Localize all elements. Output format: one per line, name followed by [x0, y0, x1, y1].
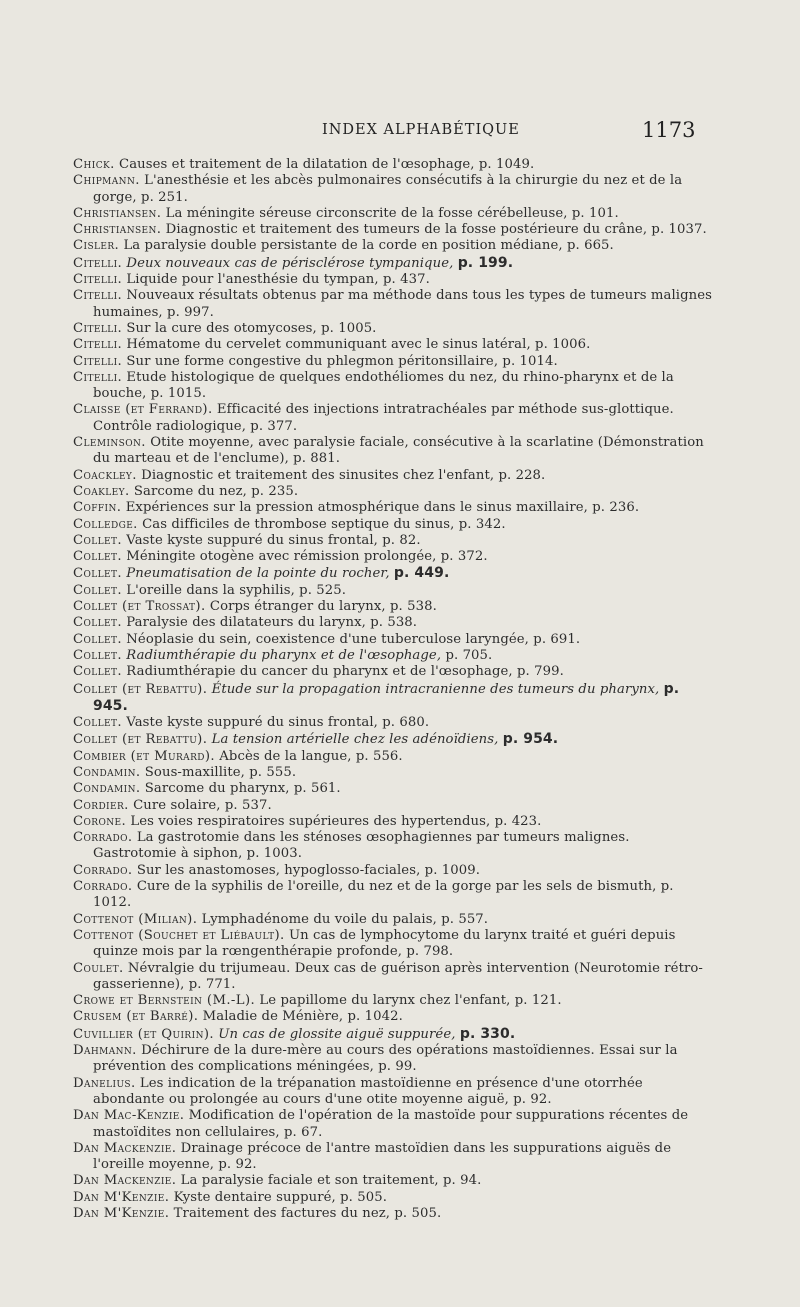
entry-page: p. 92. [218, 1157, 257, 1173]
entry-title: Cas difficiles de thrombose septique du sinus, [142, 516, 455, 532]
entry-author: Collet. [73, 715, 122, 731]
entry-page: p. 199. [457, 254, 514, 271]
entry-page: p. 997. [167, 304, 214, 320]
entry-page: p. 1014. [502, 353, 558, 369]
entry-title: Sur la cure des otomycoses, [126, 320, 317, 336]
entry-page: p. 537. [224, 797, 272, 813]
index-entry [73, 1043, 713, 1076]
entry-title: Etude histologique de quelques endothéliomes du nez, du rhino-pharynx et de la bouche, [93, 369, 674, 402]
entry-author: Cottenot (Souchet et Liébault). [73, 927, 285, 943]
entry-author: Dan M'Kenzie. [73, 1206, 170, 1221]
index-entry [73, 583, 713, 599]
entry-page: p. 561. [293, 781, 341, 797]
entry-page: p. 1037. [651, 222, 707, 238]
entry-title: Un cas de lymphocytome du larynx traité et guéri depuis quinze mois par la rœngenthérapie profonde, [93, 927, 676, 960]
entry-page: p. 372. [440, 549, 488, 565]
entry-title: Radiumthérapie du cancer du pharynx et de l'œsophage, [126, 664, 513, 680]
entry-author: Collet. [73, 647, 122, 663]
entry-page: p. 555. [249, 764, 297, 780]
entry-page: p. 1012. [93, 879, 674, 911]
index-entry [73, 565, 713, 582]
index-entry [73, 961, 713, 994]
entry-author: Chick. [73, 157, 115, 172]
entry-author: Crowe et Bernstein (M.-L). [73, 993, 256, 1009]
index-entry [73, 1206, 713, 1222]
index-entry [73, 993, 713, 1009]
entry-title: Maladie de Ménière, [202, 1009, 344, 1025]
index-entry [73, 781, 713, 797]
entry-author: Citelli. [73, 369, 123, 385]
entry-author: Cisler. [73, 238, 120, 254]
entry-title: L'anesthésie et les abcès pulmonaires consécutifs à la chirurgie du nez et de la gorge, [93, 173, 683, 205]
index-entry [73, 468, 713, 484]
index-entry [73, 1141, 713, 1174]
entry-author: Chipmann. [73, 173, 140, 189]
entry-title: Abcès de la langue, [219, 748, 352, 764]
entry-page: p. 228. [498, 467, 546, 483]
entry-author: Coackley. [73, 467, 137, 483]
entry-title: Modification de l'opération de la mastoïde pour suppurations récentes de mastoïdites non cellulaires, [93, 1108, 689, 1140]
entry-title: Cure solaire, [133, 797, 221, 813]
entry-author: Collet (et Trossat). [73, 599, 206, 615]
entry-author: Citelli. [73, 320, 123, 336]
index-entry [73, 830, 713, 863]
entry-title: Expériences sur la pression atmosphérique dans le sinus maxillaire, [125, 500, 588, 516]
entry-author: Danelius. [73, 1075, 136, 1091]
entry-title: Vaste kyste suppuré du sinus frontal, [126, 715, 378, 731]
index-entry [73, 255, 713, 272]
entry-title: Drainage précoce de l'antre mastoïdien dans les suppurations aiguës de l'oreille moyenne, [93, 1140, 672, 1173]
index-entry [73, 615, 713, 631]
entry-title: Les indication de la trépanation mastoïdienne en présence d'une otorrhée abondante ou prolongée au cours d'une otite moyenne aiguë, [93, 1075, 643, 1107]
index-entry [73, 798, 713, 814]
entry-author: Citelli. [73, 353, 123, 369]
entry-page: p. 235. [251, 483, 299, 499]
running-title: INDEX ALPHABÉTIQUE [322, 122, 520, 138]
entry-title: Néoplasie du sein, coexistence d'une tuberculose laryngée, [126, 631, 529, 647]
index-entry [73, 484, 713, 500]
entry-author: Colledge. [73, 516, 138, 532]
entry-page: p. 525. [299, 582, 347, 598]
index-entry [73, 912, 713, 928]
entry-author: Combier (et Murard). [73, 748, 215, 764]
entry-page: p. 945. [93, 680, 680, 714]
entry-title: Un cas de glossite aiguë suppurée, [218, 1026, 456, 1042]
index-entry [73, 681, 713, 716]
index-entry [73, 1009, 713, 1025]
index-entry [73, 1108, 713, 1141]
index-entry [73, 222, 713, 238]
index-entry [73, 288, 713, 321]
entry-title: Pneumatisation de la pointe du rocher, [126, 566, 390, 582]
entry-author: Corone. [73, 813, 127, 829]
entry-title: Lymphadénome du voile du palais, [201, 911, 437, 927]
index-entry [73, 863, 713, 879]
entry-page: p. 67. [284, 1124, 323, 1140]
entry-title: Paralysie des dilatateurs du larynx, [126, 615, 366, 631]
entry-title: Liquide pour l'anesthésie du tympan, [126, 272, 379, 288]
entry-author: Dahmann. [73, 1043, 137, 1059]
entry-page: p. 1005. [321, 320, 377, 336]
entry-page: p. 1006. [535, 337, 591, 353]
entry-page: p. 121. [514, 993, 562, 1009]
entry-title: La paralysie double persistante de la corde en position médiane, [123, 238, 563, 254]
entry-page: p. 799. [516, 664, 564, 680]
entry-title: Kyste dentaire suppuré, [173, 1189, 336, 1205]
entry-title: La tension artérielle chez les adénoïdiens, [211, 732, 499, 748]
entry-author: Collet. [73, 566, 122, 582]
entry-title: Vaste kyste suppuré du sinus frontal, [126, 532, 378, 548]
entry-page: p. 377. [250, 418, 298, 434]
entry-author: Coulet. [73, 960, 124, 976]
index-entry [73, 1076, 713, 1109]
entry-page: p. 82. [382, 532, 421, 548]
index-entry [73, 435, 713, 468]
entry-page: p. 1042. [347, 1009, 403, 1025]
entry-page: p. 1009. [424, 862, 481, 878]
entry-page: p. 538. [370, 615, 418, 631]
entry-page: p. 705. [445, 647, 493, 663]
entry-author: Condamin. [73, 781, 141, 797]
index-entry [73, 272, 713, 288]
entry-author: Collet. [73, 582, 122, 598]
entry-title: Étude sur la propagation intracranienne des tumeurs du pharynx, [211, 681, 660, 697]
entry-title: Radiumthérapie du pharynx et de l'œsophage, [126, 647, 442, 663]
entry-page: p. 423. [494, 813, 542, 829]
index-entry [73, 157, 713, 173]
entry-page: p. 94. [443, 1173, 482, 1189]
entry-page: p. 236. [592, 500, 640, 516]
entry-page: p. 557. [441, 911, 489, 927]
index-entry [73, 664, 713, 680]
entry-author: Christiansen. [73, 222, 162, 238]
index-entry [73, 1173, 713, 1189]
entry-author: Collet (et Rebattu). [73, 681, 208, 697]
entry-title: Hématome du cervelet communiquant avec le sinus latéral, [126, 337, 531, 353]
entry-title: Sur les anastomoses, hypoglosso-faciales, [136, 862, 421, 878]
entry-author: Citelli. [73, 255, 123, 271]
entry-title: Corps étranger du larynx, [209, 599, 386, 615]
index-entry [73, 402, 713, 435]
entry-title: La méningite séreuse circonscrite de la fosse cérébelleuse, [165, 205, 568, 221]
entry-author: Dan Mackenzie. [73, 1140, 177, 1156]
index-entry [73, 321, 713, 337]
index-entry [73, 238, 713, 254]
entry-title: Névralgie du trijumeau. Deux cas de guérison après intervention (Neurotomie rétro-gasserienne), [93, 960, 703, 992]
index-entry [73, 517, 713, 533]
page-number: 1173 [642, 118, 696, 142]
entry-page: p. 505. [340, 1189, 388, 1205]
entry-author: Dan Mackenzie. [73, 1173, 177, 1189]
entry-title: Diagnostic et traitement des sinusites chez l'enfant, [141, 467, 495, 483]
entry-page: p. 556. [355, 748, 403, 764]
entry-author: Collet. [73, 532, 122, 548]
entry-page: p. 771. [188, 976, 236, 992]
page-header [0, 118, 800, 148]
entry-title: Méningite otogène avec rémission prolongée, [126, 549, 437, 565]
index-entry [73, 715, 713, 731]
entry-title: La gastrotomie dans les sténoses œsophagiennes par tumeurs malignes. Gastrotomie à siphon, [93, 830, 630, 862]
entry-page: p. 505. [394, 1206, 442, 1221]
entry-page: p. 1015. [150, 386, 207, 402]
entry-title: Diagnostic et traitement des tumeurs de la fosse postérieure du crâne, [165, 222, 648, 238]
entry-page: p. 92. [513, 1091, 552, 1107]
entry-author: Corrado. [73, 862, 133, 878]
index-entries [73, 157, 713, 1222]
entry-page: p. 1049. [478, 157, 535, 172]
entry-title: Déchirure de la dure-mère au cours des opérations mastoïdiennes. Essai sur la prévention des complications méningées, [93, 1043, 678, 1075]
entry-author: Corrado. [73, 830, 133, 846]
entry-author: Claisse (et Ferrand). [73, 402, 213, 418]
entry-title: Sarcome du nez, [133, 483, 247, 499]
entry-page: p. 437. [382, 272, 430, 288]
entry-title: Cure de la syphilis de l'oreille, du nez et de la gorge par les sels de bismuth, [136, 879, 657, 895]
index-entry [73, 533, 713, 549]
entry-author: Dan Mac-Kenzie. [73, 1108, 185, 1124]
index-entry [73, 549, 713, 565]
entry-author: Crusem (et Barré). [73, 1009, 199, 1025]
entry-page: p. 798. [406, 944, 454, 960]
index-entry [73, 731, 713, 748]
entry-title: Sarcome du pharynx, [144, 781, 290, 797]
index-entry [73, 354, 713, 370]
entry-page: p. 101. [571, 205, 619, 221]
entry-title: Sur une forme congestive du phlegmon péritonsillaire, [126, 353, 499, 369]
index-entry [73, 1190, 713, 1206]
entry-author: Collet (et Rebattu). [73, 732, 208, 748]
entry-author: Cottenot (Milian). [73, 911, 198, 927]
index-entry [73, 648, 713, 664]
index-entry [73, 765, 713, 781]
entry-title: Deux nouveaux cas de périsclérose tympanique, [126, 255, 454, 271]
index-entry [73, 206, 713, 222]
entry-title: Le papillome du larynx chez l'enfant, [259, 993, 511, 1009]
entry-page: p. 881. [293, 451, 341, 467]
entry-page: p. 538. [390, 599, 437, 615]
index-entry [73, 173, 713, 206]
entry-page: p. 342. [458, 516, 506, 532]
entry-page: p. 954. [502, 731, 559, 748]
entry-title: Les voies respiratoires supérieures des hypertendus, [130, 813, 491, 829]
entry-author: Cuvillier (et Quirin). [73, 1026, 214, 1042]
entry-title: Efficacité des injections intratrachéales par méthode sus-glottique. Contrôle radiologique, [93, 402, 674, 434]
entry-author: Christiansen. [73, 205, 162, 221]
entry-page: p. 251. [141, 189, 188, 205]
index-entry [73, 599, 713, 615]
entry-author: Collet. [73, 549, 122, 565]
entry-author: Cleminson. [73, 435, 146, 451]
entry-author: Collet. [73, 631, 122, 647]
index-entry [73, 1026, 713, 1043]
entry-title: Otite moyenne, avec paralysie faciale, consécutive à la scarlatine (Démonstration du marteau et de l'enclume), [93, 435, 704, 467]
entry-author: Collet. [73, 664, 122, 680]
entry-page: p. 330. [459, 1025, 516, 1042]
entry-title: L'oreille dans la syphilis, [126, 582, 295, 598]
index-entry [73, 500, 713, 516]
entry-title: Sous-maxillite, [144, 764, 245, 780]
entry-author: Condamin. [73, 764, 141, 780]
entry-page: p. 691. [533, 631, 581, 647]
entry-author: Citelli. [73, 272, 123, 288]
index-entry [73, 370, 713, 403]
entry-page: p. 665. [566, 238, 614, 254]
entry-page: p. 1003. [246, 846, 303, 862]
index-entry [73, 879, 713, 912]
entry-author: Coffin. [73, 500, 122, 516]
entry-author: Coakley. [73, 483, 130, 499]
entry-page: p. 680. [382, 715, 430, 731]
index-entry [73, 814, 713, 830]
entry-title: La paralysie faciale et son traitement, [180, 1173, 439, 1189]
entry-author: Collet. [73, 615, 122, 631]
entry-author: Cordier. [73, 797, 129, 813]
entry-author: Citelli. [73, 288, 123, 304]
entry-author: Citelli. [73, 337, 123, 353]
entry-title: Traitement des factures du nez, [173, 1206, 391, 1221]
index-entry [73, 337, 713, 353]
entry-title: Nouveaux résultats obtenus par ma méthode dans tous les types de tumeurs malignes humaines, [93, 288, 713, 320]
entry-page: p. 99. [378, 1059, 417, 1075]
entry-title: Causes et traitement de la dilatation de l'œsophage, [119, 157, 475, 172]
index-entry [73, 632, 713, 648]
entry-author: Dan M'Kenzie. [73, 1189, 170, 1205]
entry-page: p. 449. [393, 565, 450, 582]
index-entry [73, 749, 713, 765]
entry-author: Corrado. [73, 879, 133, 895]
index-entry [73, 928, 713, 961]
